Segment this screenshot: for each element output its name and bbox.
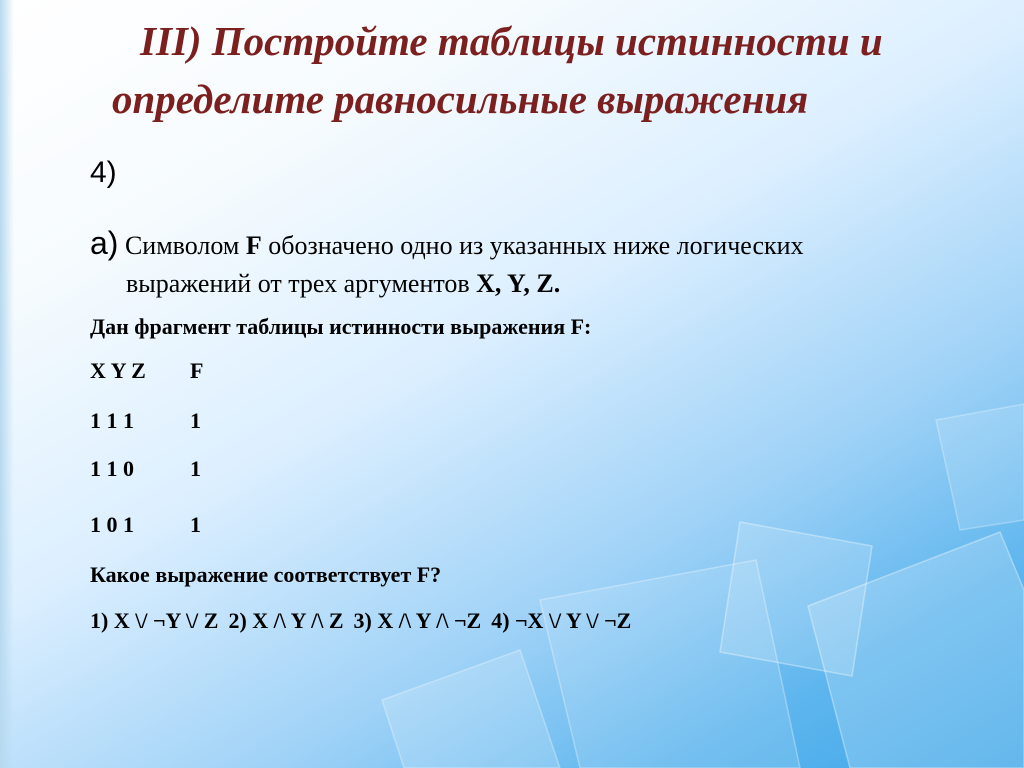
truth-table-row bbox=[90, 512, 201, 538]
truth-table-row bbox=[90, 408, 201, 434]
part-a-line-1 bbox=[90, 224, 970, 265]
question-text: Какое выражение соответствует F? bbox=[90, 562, 442, 587]
header-args: X Y Z bbox=[90, 358, 146, 383]
deco-square-1 bbox=[720, 522, 872, 676]
slide-left-edge bbox=[0, 0, 14, 768]
given-text: Дан фрагмент таблицы истинности выражения F: bbox=[90, 314, 592, 339]
row-args: 1 0 1 bbox=[90, 512, 134, 537]
part-a-text-2: обозначено одно из указанных ниже логических bbox=[261, 231, 804, 260]
truth-table-header bbox=[90, 358, 203, 384]
title-line-1: III) Постройте таблицы истинности и bbox=[140, 18, 883, 64]
answer-options bbox=[90, 608, 641, 634]
row-f: 1 bbox=[190, 456, 201, 481]
option-3: 3) X /\ Y /\ ¬Z bbox=[353, 608, 482, 633]
row-args: 1 1 0 bbox=[90, 456, 134, 481]
part-a-text-1: Символом bbox=[118, 231, 246, 260]
argument-list: X, Y, Z. bbox=[476, 269, 561, 298]
row-f: 1 bbox=[190, 408, 201, 433]
part-a-statement bbox=[90, 224, 970, 303]
title-line-2: определите равносильные выражения bbox=[112, 76, 809, 122]
item-number: 4) bbox=[90, 156, 117, 189]
header-f: F bbox=[190, 358, 204, 383]
truth-table-row bbox=[90, 456, 201, 482]
part-a-line-2 bbox=[90, 265, 970, 303]
deco-square-4 bbox=[382, 650, 560, 768]
part-a-text-3: выражений от трех аргументов bbox=[126, 269, 477, 298]
option-1: 1) X \/ ¬Y \/ Z bbox=[90, 608, 219, 633]
deco-square-3 bbox=[540, 560, 800, 768]
deco-square-2 bbox=[808, 532, 1024, 768]
option-4: 4) ¬X \/ Y \/ ¬Z bbox=[491, 608, 632, 633]
deco-square-5 bbox=[936, 404, 1024, 530]
part-a-label: а) bbox=[90, 225, 119, 261]
row-f: 1 bbox=[190, 512, 201, 537]
row-args: 1 1 1 bbox=[90, 408, 134, 433]
f-symbol: F bbox=[245, 231, 262, 260]
option-2: 2) X /\ Y /\ Z bbox=[228, 608, 344, 633]
slide-title bbox=[112, 12, 992, 128]
